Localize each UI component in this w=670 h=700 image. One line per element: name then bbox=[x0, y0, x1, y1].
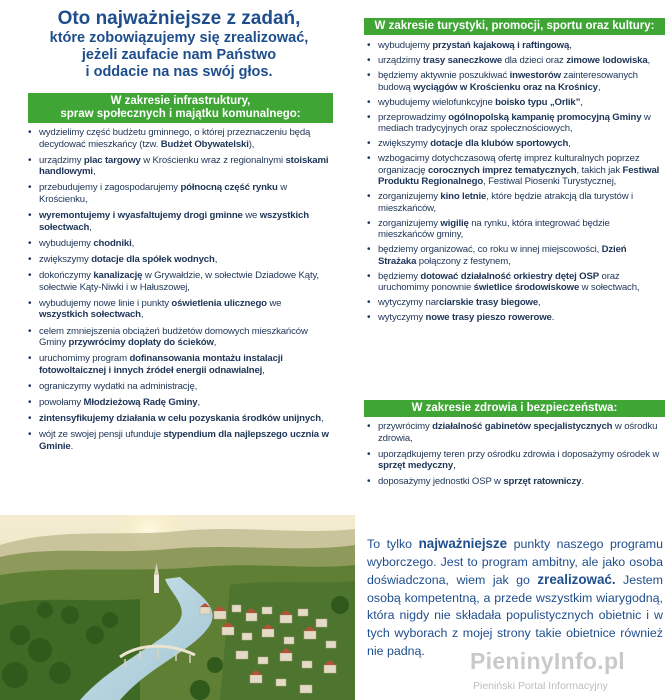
title-line-4: i oddacie na nas swój głos. bbox=[85, 64, 273, 80]
item-text: ), bbox=[248, 138, 255, 150]
item-text: dokończymy bbox=[39, 270, 94, 282]
list-item bbox=[366, 97, 664, 109]
closing-emphasis-2: zrealizować. bbox=[537, 572, 616, 588]
item-text: , Festiwal Piosenki Turystycznej, bbox=[483, 176, 617, 187]
list-item bbox=[27, 254, 331, 266]
item-emphasis: sprzęt medyczny bbox=[378, 460, 454, 471]
list-item bbox=[366, 244, 664, 267]
item-text: w Grywałdzie, w sołectwie Dziadowe Kąty, sołectwie Kąty-Niwki i w Hałuszowej, bbox=[39, 270, 319, 293]
item-text: , takich jak bbox=[576, 164, 623, 176]
item-emphasis: wyciągów w Krościenku oraz na Krośnicy bbox=[413, 81, 598, 93]
item-text: , bbox=[538, 297, 541, 308]
infrastructure-heading-line-1: W zakresie infrastruktury, bbox=[110, 95, 251, 107]
list-item bbox=[27, 127, 331, 150]
item-emphasis: trasy saneczkowe bbox=[422, 55, 503, 66]
list-item bbox=[366, 55, 664, 67]
list-item bbox=[27, 182, 331, 205]
item-text: , bbox=[453, 460, 456, 471]
item-text: doposażymy jednostki OSP w bbox=[378, 476, 504, 487]
item-text: wójt ze swojej pensji ufunduje bbox=[39, 429, 164, 441]
list-item bbox=[27, 429, 331, 452]
item-emphasis: ogólnopolską kampanię promocyjną Gminy bbox=[448, 111, 642, 123]
item-text: zwiększymy bbox=[39, 253, 92, 265]
item-text: , bbox=[213, 337, 217, 348]
list-item bbox=[27, 353, 331, 376]
item-text: wybudujemy nowe linie i punkty bbox=[39, 297, 172, 309]
list-item bbox=[366, 449, 664, 472]
closing-text-3: Jestem osobą kompetentną, a przede wszystkim wiarygodną, która nigdy nie składała populistycznych obietnic i w tych wyborach z mojej strony takie obietnice również nie padną. bbox=[367, 573, 663, 658]
item-emphasis: północną część rynku bbox=[180, 182, 278, 194]
infrastructure-heading-line-2: spraw społecznych i majątku komunalnego: bbox=[60, 108, 301, 120]
item-text: , bbox=[197, 397, 201, 409]
list-item bbox=[366, 476, 664, 488]
item-emphasis: kino letnie bbox=[440, 191, 487, 202]
list-item bbox=[366, 138, 664, 150]
list-item bbox=[366, 312, 664, 324]
item-text: dla dzieci oraz bbox=[502, 55, 567, 66]
item-text: , bbox=[262, 364, 265, 376]
item-text: zorganizujemy bbox=[378, 217, 441, 229]
item-text: wybudujemy bbox=[39, 237, 94, 249]
item-text: , bbox=[568, 138, 571, 149]
item-text: zainteresowanych budową bbox=[378, 70, 638, 93]
closing-emphasis-1: najważniejsze bbox=[418, 536, 508, 551]
item-emphasis: plac targowy bbox=[83, 154, 141, 166]
list-item bbox=[366, 153, 664, 188]
item-emphasis: ciarskie trasy biegowe bbox=[438, 297, 539, 308]
item-text: będziemy organizować, co roku w innej miejscowości, bbox=[378, 244, 602, 255]
health-heading: W zakresie zdrowia i bezpieczeństwa: bbox=[364, 400, 665, 417]
item-text: , bbox=[647, 55, 651, 66]
item-text: zwiększymy bbox=[378, 138, 431, 149]
list-item bbox=[27, 298, 331, 321]
item-text: urządzimy bbox=[39, 154, 84, 166]
item-emphasis: Dzień Strażaka bbox=[378, 244, 627, 267]
item-text: , bbox=[131, 237, 135, 249]
item-emphasis: dofinansowania montażu instalacji fotowoltaicznej i innych źródeł energii odnawialnej bbox=[39, 353, 283, 376]
list-item bbox=[366, 271, 664, 294]
watermark-site: PieninyInfo.pl bbox=[470, 648, 625, 674]
item-emphasis: sprzęt ratowniczy bbox=[503, 476, 582, 487]
item-emphasis: nowe trasy pieszo rowerowe bbox=[425, 312, 552, 323]
item-emphasis: świetlice środowiskowe bbox=[473, 282, 580, 293]
list-item bbox=[27, 155, 331, 178]
list-item bbox=[366, 297, 664, 309]
list-item bbox=[27, 210, 331, 233]
item-text: oraz uruchomimy ponownie bbox=[378, 270, 620, 293]
item-text: uporządkujemy teren przy ośrodku zdrowia i doposażymy ośrodek w bbox=[378, 448, 660, 460]
item-emphasis: dotować działalność orkiestry dętej OSP bbox=[420, 270, 599, 282]
title-line-1: Oto najważniejsze z zadań, bbox=[57, 8, 301, 29]
item-text: , bbox=[92, 166, 96, 178]
item-text: . bbox=[551, 312, 555, 323]
item-text: w ośrodku zdrowia, bbox=[378, 421, 658, 444]
item-text: przebudujemy i zagospodarujemy bbox=[39, 182, 181, 194]
item-emphasis: Młodzieżową Radę Gminy bbox=[83, 397, 198, 409]
item-text: przeprowadzimy bbox=[378, 111, 449, 123]
item-text: , bbox=[569, 40, 572, 51]
item-text: wybudujemy bbox=[378, 40, 433, 51]
item-text: , które będzie atrakcją dla turystów i mieszkańców, bbox=[378, 191, 634, 214]
health-list bbox=[366, 421, 664, 492]
list-item bbox=[366, 218, 664, 241]
item-text: , bbox=[597, 81, 601, 93]
item-text: będziemy bbox=[378, 270, 421, 282]
list-item bbox=[366, 112, 664, 135]
list-item bbox=[27, 326, 331, 349]
item-text: połączony z festynem, bbox=[416, 255, 511, 267]
item-text: wybudujemy wielofunkcyjne bbox=[378, 96, 496, 108]
item-text: w sołectwach, bbox=[579, 282, 640, 293]
item-emphasis: Budżet Obywatelski bbox=[160, 138, 249, 150]
item-text: , bbox=[320, 413, 324, 425]
item-text: , bbox=[140, 309, 144, 321]
list-item bbox=[366, 421, 664, 444]
item-text: zorganizujemy bbox=[378, 191, 441, 202]
item-emphasis: stoiskami handlowymi bbox=[39, 154, 329, 178]
item-emphasis: chodniki bbox=[93, 237, 132, 249]
item-emphasis: kanalizację bbox=[93, 270, 143, 282]
item-emphasis: stypendium dla najlepszego ucznia w Gminie bbox=[39, 429, 329, 452]
item-text: , bbox=[89, 221, 92, 233]
item-text: wzbogacimy dotychczasową ofertę imprez kulturalnych poprzez organizację bbox=[378, 153, 640, 176]
list-item bbox=[366, 191, 664, 214]
town-panorama-illustration bbox=[0, 515, 355, 700]
infrastructure-list bbox=[27, 127, 331, 457]
item-emphasis: wigilię bbox=[440, 217, 469, 229]
tourism-list bbox=[366, 40, 664, 327]
page-title bbox=[20, 8, 338, 81]
item-text: wytyczymy nar bbox=[378, 297, 439, 308]
title-line-2: które zobowiązujemy się zrealizować, bbox=[49, 30, 309, 46]
item-text: wytyczymy bbox=[378, 312, 426, 323]
item-emphasis: Festiwal Produktu Regionalnego bbox=[378, 164, 660, 187]
item-emphasis: działalność gabinetów specjalistycznych bbox=[432, 421, 613, 432]
item-text: przywrócimy bbox=[378, 421, 433, 432]
item-emphasis: wszystkich sołectwach bbox=[39, 309, 141, 321]
list-item bbox=[27, 381, 331, 393]
item-text: , bbox=[214, 253, 218, 265]
item-text: wydzielimy część budżetu gminnego, o której przeznaczeniu będą decydować mieszkańcy (tzw. bbox=[39, 127, 311, 150]
item-text: celem zmniejszenia obciążeń budżetów domowych mieszkańców Gminy bbox=[39, 325, 308, 348]
title-line-3: jeżeli zaufacie nam Państwo bbox=[81, 47, 277, 63]
closing-text-1: To tylko bbox=[367, 537, 419, 551]
list-item bbox=[366, 70, 664, 93]
item-emphasis: przywrócimy dopłaty do ścieków bbox=[68, 337, 214, 348]
closing-paragraph bbox=[367, 535, 663, 660]
item-text: urządzimy bbox=[378, 55, 423, 66]
item-text: uruchomimy program bbox=[39, 353, 130, 365]
item-emphasis: dotacje dla klubów sportowych bbox=[430, 138, 569, 149]
list-item bbox=[27, 238, 331, 250]
item-text: . bbox=[581, 476, 584, 487]
closing-text-2: punkty naszego programu wyborczego. Jest to program ambitny, ale jako osoba doświadczona, wiem jak go bbox=[367, 537, 663, 588]
item-text: będziemy aktywnie poszukiwać bbox=[378, 70, 510, 81]
item-text: , bbox=[580, 96, 583, 108]
item-text: ograniczymy wydatki na administrację, bbox=[39, 380, 198, 392]
item-emphasis: przystań kajakową i raftingową bbox=[432, 40, 570, 51]
item-text: w Krościenku, bbox=[39, 182, 287, 205]
item-emphasis: zintensyfikujemy działania w celu pozyskania środków unijnych bbox=[39, 413, 321, 425]
list-item bbox=[366, 40, 664, 52]
item-text: na rynku, która integrować będzie mieszkańców gminy, bbox=[378, 217, 610, 240]
item-text: we bbox=[266, 297, 282, 309]
item-text: powołamy bbox=[39, 397, 84, 409]
item-text: w mediach tradycyjnych oraz społecznościowych, bbox=[378, 111, 651, 134]
infrastructure-heading bbox=[28, 93, 333, 123]
item-emphasis: dotacje dla spółek wodnych bbox=[91, 253, 215, 265]
item-emphasis: boisko typu „Orlik” bbox=[495, 96, 581, 108]
item-emphasis: corocznych imprez tematycznych bbox=[427, 164, 577, 176]
item-emphasis: wszystkich sołectwach bbox=[39, 210, 309, 233]
list-item bbox=[27, 270, 331, 293]
item-emphasis: oświetlenia ulicznego bbox=[171, 297, 267, 309]
item-emphasis: inwestorów bbox=[509, 70, 561, 81]
item-text: w Krościenku wraz z regionalnymi bbox=[140, 154, 286, 166]
item-text: we bbox=[242, 210, 260, 222]
item-text: . bbox=[70, 440, 74, 452]
tourism-heading: W zakresie turystyki, promocji, sportu oraz kultury: bbox=[364, 18, 665, 35]
list-item bbox=[27, 397, 331, 409]
watermark-tagline: Pieniński Portal Informacyjny bbox=[473, 680, 608, 692]
town-aerial-photo bbox=[0, 515, 355, 700]
item-emphasis: wyremontujemy i wyasfaltujemy drogi gminne bbox=[39, 210, 243, 222]
item-emphasis: zimowe lodowiska bbox=[566, 55, 648, 66]
list-item bbox=[27, 413, 331, 425]
